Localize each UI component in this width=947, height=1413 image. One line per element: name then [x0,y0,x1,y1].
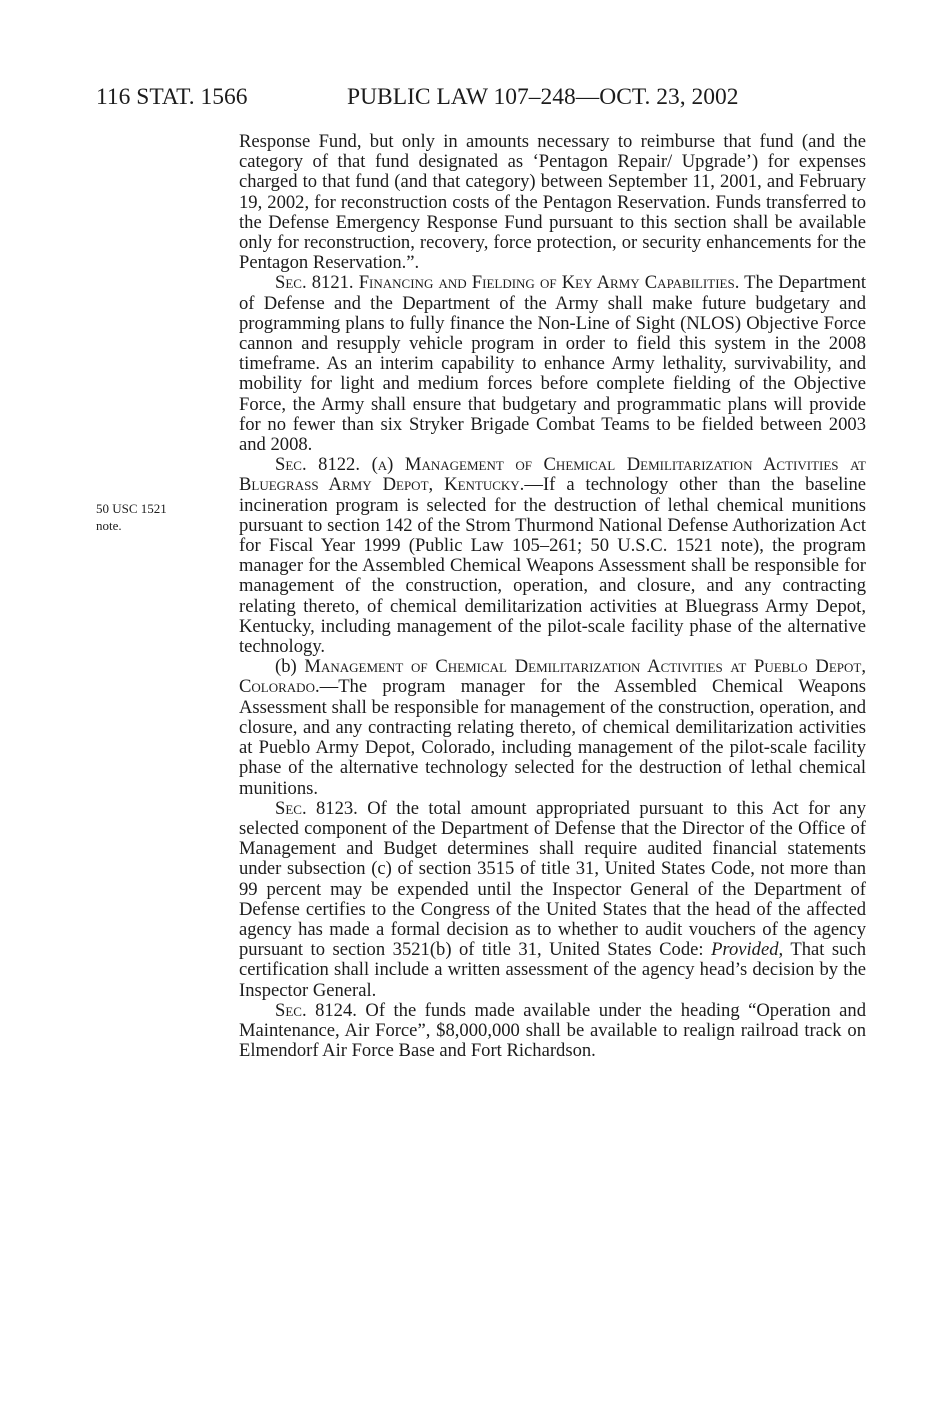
section-heading: Management of Chemical Demilitarization Activities at Bluegrass Army Depot, Kentucky. [239,454,866,496]
section-text-continued: That such certification shall include a written assessment of the agency head’s decision by the Inspector General. [239,939,867,1001]
section-label: Sec. 8122. (a) [275,454,394,476]
subsection-label: (b) [275,656,297,678]
section-label: Sec. 8123. [275,797,358,819]
section-8122 [239,455,866,657]
paragraph-continuation: Response Fund, but only in amounts necessary to reimburse that fund (and the category of that fund designated as ‘Pentagon Repair/ Upgrade’) for expenses charged to that fund (and that category) between September 11, 2001, and February 19, 2002, for reconstruction costs of the Pentagon Reservation. Funds transferred to the Defense Emergency Response Fund pursuant to this section shall be available only for reconstruction, recovery, force protection, or security enhancements for the Pentagon Reservation.”. [239,131,866,274]
proviso: Provided, [711,939,784,961]
section-text: —If a technology other than the baseline incineration program is selected for the destruction of lethal chemical munitions pursuant to section 142 of the Strom Thurmond National Defense Authorization Act for Fiscal Year 1999 (Public Law 105–261; 50 U.S.C. 1521 note), the program manager for the Assembled Chemical Weapons Assessment shall be responsible for management of the construction, operation, and closure, and any contracting relating thereto, of chemical demilitarization activities at Bluegrass Army Depot, Kentucky, including management of the pilot-scale facility phase of the alternative technology. [239,474,866,658]
subsection-text: —The program manager for the Assembled Chemical Weapons Assessment shall be responsible for management of the construction, operation, and closure, and any contracting relating thereto, of chemical demilitarization activities at Pueblo Army Depot, Colorado, including management of the pilot-scale facility phase of the alternative technology selected for the destruction of lethal chemical munitions. [239,676,866,799]
subsection-heading: Management of Chemical Demilitarization Activities at Pueblo Depot, Colorado. [239,656,866,698]
margin-note-citation: 50 USC 1521 [96,501,167,516]
running-header [96,82,866,112]
section-label: Sec. 8124. [275,999,357,1021]
document-body [239,132,866,1061]
section-text: Of the total amount appropriated pursuant to this Act for any selected component of the Department of Defense that the Director of the Office of Management and Budget determines shall require audited financial statements under subsection (c) of section 3515 of title 31, United States Code, not more than 99 percent may be expended until the Inspector General of the Department of Defense certifies to the Congress of the United States that the head of the affected agency has made a formal decision as to whether to audit vouchers of the agency pursuant to section 3521(b) of title 31, United States Code: [239,797,867,961]
section-8121 [239,273,866,455]
public-law-citation: PUBLIC LAW 107–248—OCT. 23, 2002 [347,84,739,110]
section-text: Of the funds made available under the heading “Operation and Maintenance, Air Force”, $8,000,000 shall be available to realign railroad track on Elmendorf Air Force Base and Fort Richardson. [239,999,867,1062]
section-8124 [239,1001,866,1062]
statute-page-number: 116 STAT. 1566 [96,84,248,110]
margin-note-suffix: note. [96,518,122,533]
margin-note [96,500,216,534]
section-8122-b [239,657,866,798]
section-label: Sec. 8121. [275,272,354,294]
section-heading: Financing and Fielding of Key Army Capabilities. [358,272,740,294]
section-text: The Department of Defense and the Department of the Army shall make future budgetary and programming plans to fully finance the Non-Line of Sight (NLOS) Objective Force cannon and resupply vehicle program in order to field this system in the 2008 timeframe. As an interim capability to enhance Army lethality, survivability, and mobility for light and medium forces before complete fielding of the Objective Force, the Army shall ensure that budgetary and programmatic plans will provide for no fewer than six Stryker Brigade Combat Teams to be fielded between 2003 and 2008. [239,272,866,456]
section-8123 [239,799,866,1001]
